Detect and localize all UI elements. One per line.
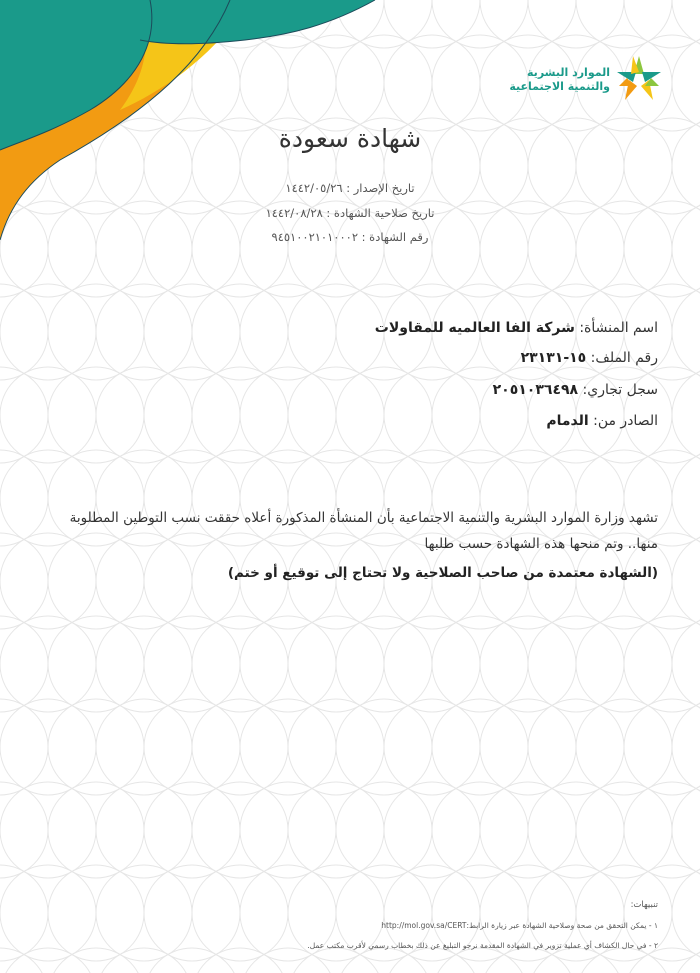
file-label: رقم الملف: bbox=[590, 350, 658, 366]
notes-title: تنبيهات: bbox=[630, 900, 658, 910]
commercial-register-row bbox=[493, 382, 658, 398]
establishment-name-row bbox=[375, 320, 658, 336]
ministry-logo bbox=[498, 54, 668, 106]
validity-date: تاريخ صلاحية الشهادة : ١٤٤٢/٠٨/٢٨ bbox=[265, 206, 435, 220]
ministry-name-line2: والتنمية الاجتماعية bbox=[509, 80, 610, 93]
note-item: ٢ - في حال الكشاف أي عملية تزوير في الشهادة المقدمة نرجو التبليغ عن ذلك بخطاب رسمي لأقرب مكتب عمل. bbox=[307, 941, 658, 950]
cr-value: ٢٠٥١٠٣٦٤٩٨ bbox=[492, 382, 579, 398]
note-item: ١ - يمكن التحقق من صحة وصلاحية الشهادة عبر زيارة الرابط:http://mol.gov.sa/CERT bbox=[381, 921, 658, 930]
ministry-name-line1: الموارد البشرية bbox=[527, 66, 610, 79]
notes-section bbox=[307, 900, 658, 960]
issued-from-label: الصادر من: bbox=[593, 413, 658, 429]
establishment-value: شركة الفا العالميه للمقاولات bbox=[374, 320, 575, 336]
certificate-number: رقم الشهادة : ٩٤٥١٠٠٢١٠١٠٠٠٢ bbox=[271, 230, 429, 244]
ministry-star-logo-icon bbox=[610, 54, 668, 106]
establishment-label: اسم المنشأة: bbox=[579, 320, 658, 336]
validity-note: (الشهادة معتمدة من صاحب الصلاحية ولا تحتاج إلى توقيع أو ختم) bbox=[227, 565, 658, 581]
cr-label: سجل تجاري: bbox=[582, 382, 658, 398]
file-number-row bbox=[521, 350, 658, 366]
issued-from-value: الدمام bbox=[546, 413, 589, 429]
issue-date: تاريخ الإصدار : ١٤٤٢/٠٥/٢٦ bbox=[285, 181, 415, 195]
issued-from-row bbox=[546, 413, 658, 429]
statement-paragraph: تشهد وزارة الموارد البشرية والتنمية الاجتماعية بأن المنشأة المذكورة أعلاه حققت نسب التوطين المطلوبة منها.. وتم منحها هذه الشهادة حسب طلبها bbox=[69, 510, 658, 552]
ministry-name bbox=[490, 66, 610, 94]
certificate-title: شهادة سعودة bbox=[278, 124, 422, 153]
file-value: ١٥-٢٣١٣١ bbox=[520, 350, 587, 366]
